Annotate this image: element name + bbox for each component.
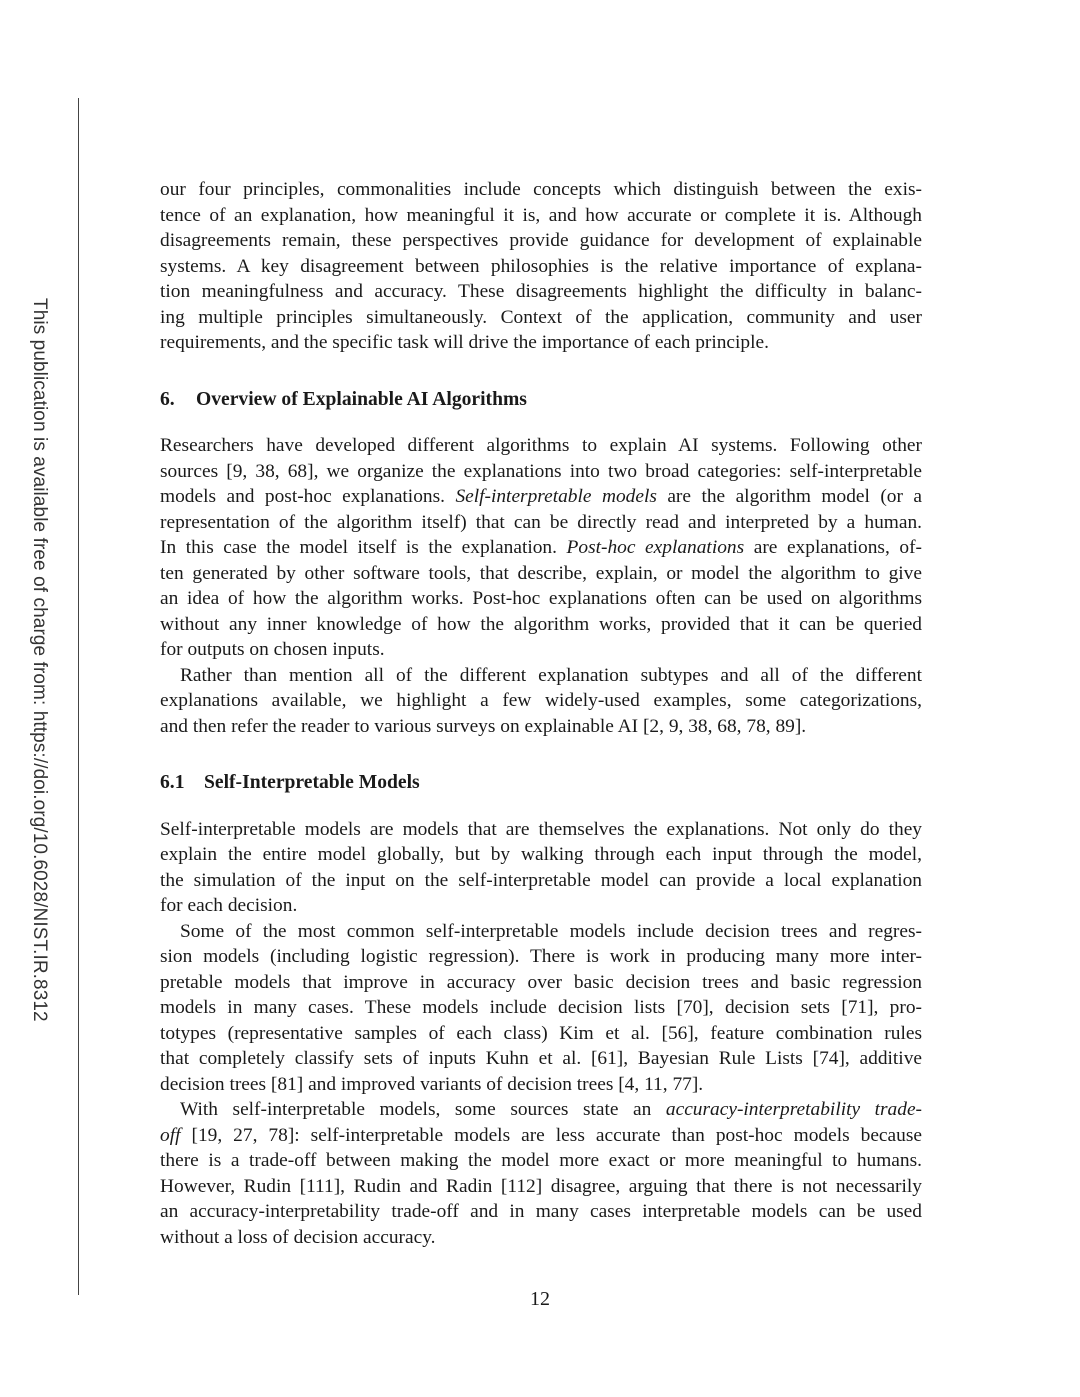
paragraph <box>160 433 922 663</box>
text-line <box>160 484 922 510</box>
paragraph <box>160 919 922 1098</box>
section-title: Self-Interpretable Models <box>204 772 420 793</box>
section-heading <box>160 770 922 796</box>
text-run: without any inner knowledge of how the algorithm works, provided that it can be queried <box>160 613 922 635</box>
text-run: tence of an explanation, how meaningful it is, and how accurate or complete it is. Although <box>160 204 922 226</box>
text-run: tion meaningfulness and accuracy. These disagreements highlight the difficulty in balanc- <box>160 281 922 302</box>
text-line <box>160 279 922 305</box>
text-run: disagreements remain, these perspectives provide guidance for development of explainable <box>160 230 922 251</box>
text-line <box>160 1148 922 1174</box>
text-run: our four principles, commonalities include concepts which distinguish between the exis- <box>160 179 922 200</box>
text-line <box>160 433 922 459</box>
text-run: without a loss of decision accuracy. <box>160 1226 436 1248</box>
section-title: Overview of Explainable AI Algorithms <box>196 388 527 410</box>
text-run: for outputs on chosen inputs. <box>160 639 385 660</box>
text-line <box>160 714 922 740</box>
text-line <box>160 970 922 996</box>
page-body <box>160 177 922 1250</box>
text-run: there is a trade-off between making the model more exact or more meaningful to humans. <box>160 1150 922 1171</box>
text-run: an idea of how the algorithm works. Post-hoc explanations often can be used on algorithms <box>160 588 922 609</box>
text-run: decision trees [81] and improved variants of decision trees [4, 11, 77]. <box>160 1073 704 1095</box>
text-line <box>160 637 922 663</box>
text-run: the simulation of the input on the self-interpretable model can provide a local explanation <box>160 869 922 891</box>
text-line <box>160 612 922 638</box>
emphasized-term: accuracy-interpretability trade- <box>665 1099 923 1120</box>
page-number: 12 <box>530 1288 550 1310</box>
emphasized-term: Post-hoc explanations <box>566 537 745 558</box>
text-run: systems. A key disagreement between philosophies is the relative importance of explana- <box>160 255 922 277</box>
text-line <box>160 1199 922 1225</box>
paragraph <box>160 1097 922 1250</box>
text-line <box>160 868 922 894</box>
text-run: ten generated by other software tools, that describe, explain, or model the algorithm to give <box>160 562 922 584</box>
text-run: Some of the most common self-interpretable models include decision trees and regres- <box>180 920 922 942</box>
text-line <box>160 535 922 561</box>
text-run: pretable models that improve in accuracy over basic decision trees and basic regression <box>160 971 922 993</box>
text-run: explain the entire model globally, but by walking through each input through the model, <box>160 844 922 865</box>
text-run: representation of the algorithm itself) that can be directly read and interpreted by a human. <box>160 511 922 533</box>
emphasized-term: Self-interpretable models <box>455 486 657 507</box>
section-number: 6. <box>160 388 175 410</box>
text-line <box>160 817 922 843</box>
text-line <box>160 663 922 689</box>
text-run: and then refer the reader to various surveys on explainable AI [2, 9, 38, 68, 78, 89]. <box>160 715 807 737</box>
text-line <box>160 893 922 919</box>
text-line <box>160 995 922 1021</box>
text-line <box>160 1174 922 1200</box>
margin-rule <box>78 98 79 1295</box>
text-line <box>160 1021 922 1047</box>
text-run: In this case the model itself is the explanation. <box>160 537 567 558</box>
text-line <box>160 586 922 612</box>
text-run: [19, 27, 78]: self-interpretable models are less accurate than post-hoc models because <box>180 1124 922 1146</box>
text-run: sources [9, 38, 68], we organize the explanations into two broad categories: self-interpretable <box>160 460 922 482</box>
text-line <box>160 1123 922 1149</box>
text-line <box>160 842 922 868</box>
text-line <box>160 1046 922 1072</box>
text-line <box>160 228 922 254</box>
text-run: Researchers have developed different algorithms to explain AI systems. Following other <box>160 435 922 456</box>
text-run: With self-interpretable models, some sources state an <box>180 1099 666 1120</box>
text-run: ing multiple principles simultaneously. Context of the application, community and user <box>160 306 922 328</box>
text-line <box>160 305 922 331</box>
text-run: explanations available, we highlight a few widely-used examples, some categorizations, <box>160 690 922 711</box>
text-line <box>160 510 922 536</box>
text-run: totypes (representative samples of each class) Kim et al. [56], feature combination rules <box>160 1022 922 1044</box>
text-line <box>160 459 922 485</box>
text-run: requirements, and the specific task will drive the importance of each principle. <box>160 332 769 353</box>
text-line <box>160 1072 922 1098</box>
section-number: 6.1 <box>160 772 185 793</box>
emphasized-term: off <box>160 1124 181 1146</box>
text-run: for each decision. <box>160 895 298 916</box>
text-run: are explanations, of- <box>744 537 922 558</box>
text-line <box>160 1225 922 1251</box>
text-run: that completely classify sets of inputs Kuhn et al. [61], Bayesian Rule Lists [74], additive <box>160 1048 922 1069</box>
text-line <box>160 1097 922 1123</box>
text-run: are the algorithm model (or a <box>656 486 922 507</box>
text-run: models in many cases. These models include decision lists [70], decision sets [71], pro- <box>160 997 922 1018</box>
text-line <box>160 561 922 587</box>
text-run: Rather than mention all of the different explanation subtypes and all of the different <box>180 664 922 686</box>
paragraph <box>160 817 922 919</box>
text-line <box>160 254 922 280</box>
availability-notice: This publication is available free of charge from: https://doi.org/10.6028/NIST.IR.8312 <box>29 298 50 1022</box>
text-run: an accuracy-interpretability trade-off and in many cases interpretable models can be used <box>160 1201 922 1222</box>
text-line <box>160 688 922 714</box>
text-run: Self-interpretable models are models that are themselves the explanations. Not only do they <box>160 818 922 840</box>
paragraph <box>160 177 922 356</box>
text-line <box>160 919 922 945</box>
text-line <box>160 944 922 970</box>
text-run: sion models (including logistic regression). There is work in producing many more inter- <box>160 946 922 967</box>
text-run: However, Rudin [111], Rudin and Radin [112] disagree, arguing that there is not necessarily <box>160 1175 922 1197</box>
text-line <box>160 330 922 356</box>
text-run: models and post-hoc explanations. <box>160 486 456 507</box>
text-line <box>160 177 922 203</box>
paragraph <box>160 663 922 740</box>
section-heading <box>160 387 922 413</box>
text-line <box>160 203 922 229</box>
